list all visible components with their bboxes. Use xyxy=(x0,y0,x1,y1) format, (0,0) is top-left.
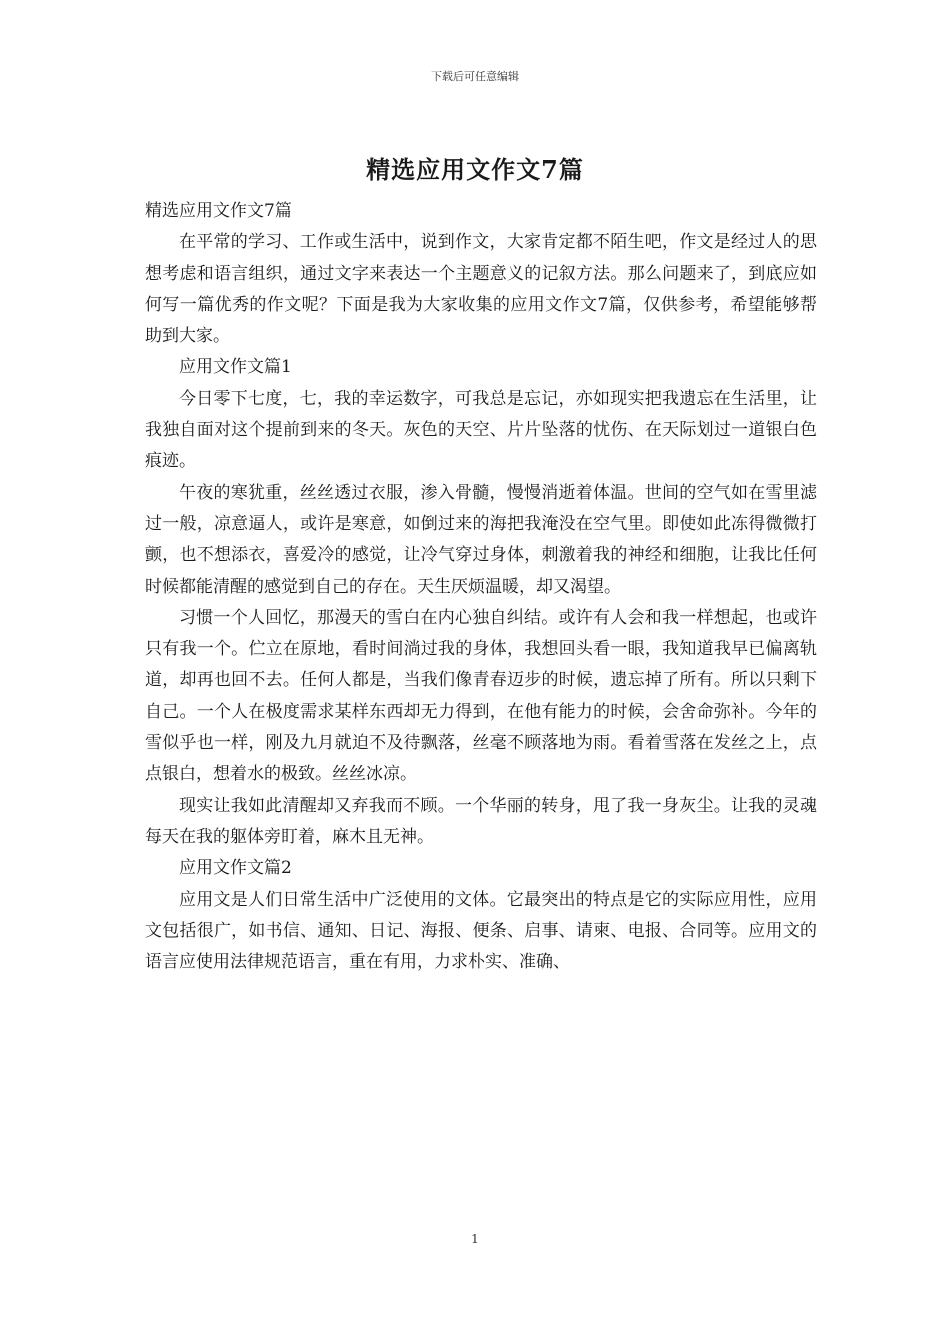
document-body xyxy=(145,196,817,978)
paragraph-subtitle: 精选应用文作文7篇 xyxy=(145,201,292,221)
header-note: 下载后可任意编辑 xyxy=(431,70,519,83)
paragraph-intro: 在平常的学习、工作或生活中，说到作文，大家肯定都不陌生吧，作文是经过人的思想考虑和语言组织，通过文字来表达一个主题意义的记叙方法。那么问题来了，到底应如何写一篇优秀的作文呢？下面是我为大家收集的应用文作文7篇，仅供参考，希望能够帮助到大家。 xyxy=(145,232,817,347)
section-heading-1: 应用文作文篇1 xyxy=(179,357,292,378)
paragraph: 午夜的寒犹重，丝丝透过衣服，渗入骨髓，慢慢消逝着体温。世间的空气如在雪里滤过一般，凉意逼人，或许是寒意，如倒过来的海把我淹没在空气里。即使如此冻得微微打颤，也不想添衣，喜爱冷的感觉，让冷气穿过身体，刺激着我的神经和细胞，让我比任何时候都能清醒的感觉到自己的存在。天生厌烦温暖，却又渴望。 xyxy=(145,482,817,597)
paragraph: 应用文是人们日常生活中广泛使用的文体。它最突出的特点是它的实际应用性，应用文包括很广，如书信、通知、日记、海报、便条、启事、请柬、电报、合同等。应用文的语言应使用法律规范语言，重在有用，力求朴实、准确、 xyxy=(145,889,817,973)
paragraph: 现实让我如此清醒却又弃我而不顾。一个华丽的转身，甩了我一身灰尘。让我的灵魂每天在我的躯体旁盯着，麻木且无神。 xyxy=(145,795,817,847)
document-title: 精选应用文作文7篇 xyxy=(366,155,584,184)
paragraph: 今日零下七度，七，我的幸运数字，可我总是忘记，亦如现实把我遗忘在生活里，让我独自面对这个提前到来的冬天。灰色的天空、片片坠落的忧伤、在天际划过一道银白色痕迹。 xyxy=(145,388,817,472)
paragraph: 习惯一个人回忆，那漫天的雪白在内心独自纠结。或许有人会和我一样想起，也或许只有我一个。伫立在原地，看时间淌过我的身体，我想回头看一眼，我知道我早已偏离轨道，却再也回不去。任何人都是，当我们像青春迈步的时候，遗忘掉了所有。所以只剩下自己。一个人在极度需求某样东西却无力得到，在他有能力的时候，会舍命弥补。今年的雪似乎也一样，刚及九月就迫不及待飘落，丝毫不顾落地为雨。看着雪落在发丝之上，点点银白，想着水的极致。丝丝冰凉。 xyxy=(145,607,817,785)
section-heading-2: 应用文作文篇2 xyxy=(179,858,292,879)
page-number: 1 xyxy=(471,1232,479,1246)
